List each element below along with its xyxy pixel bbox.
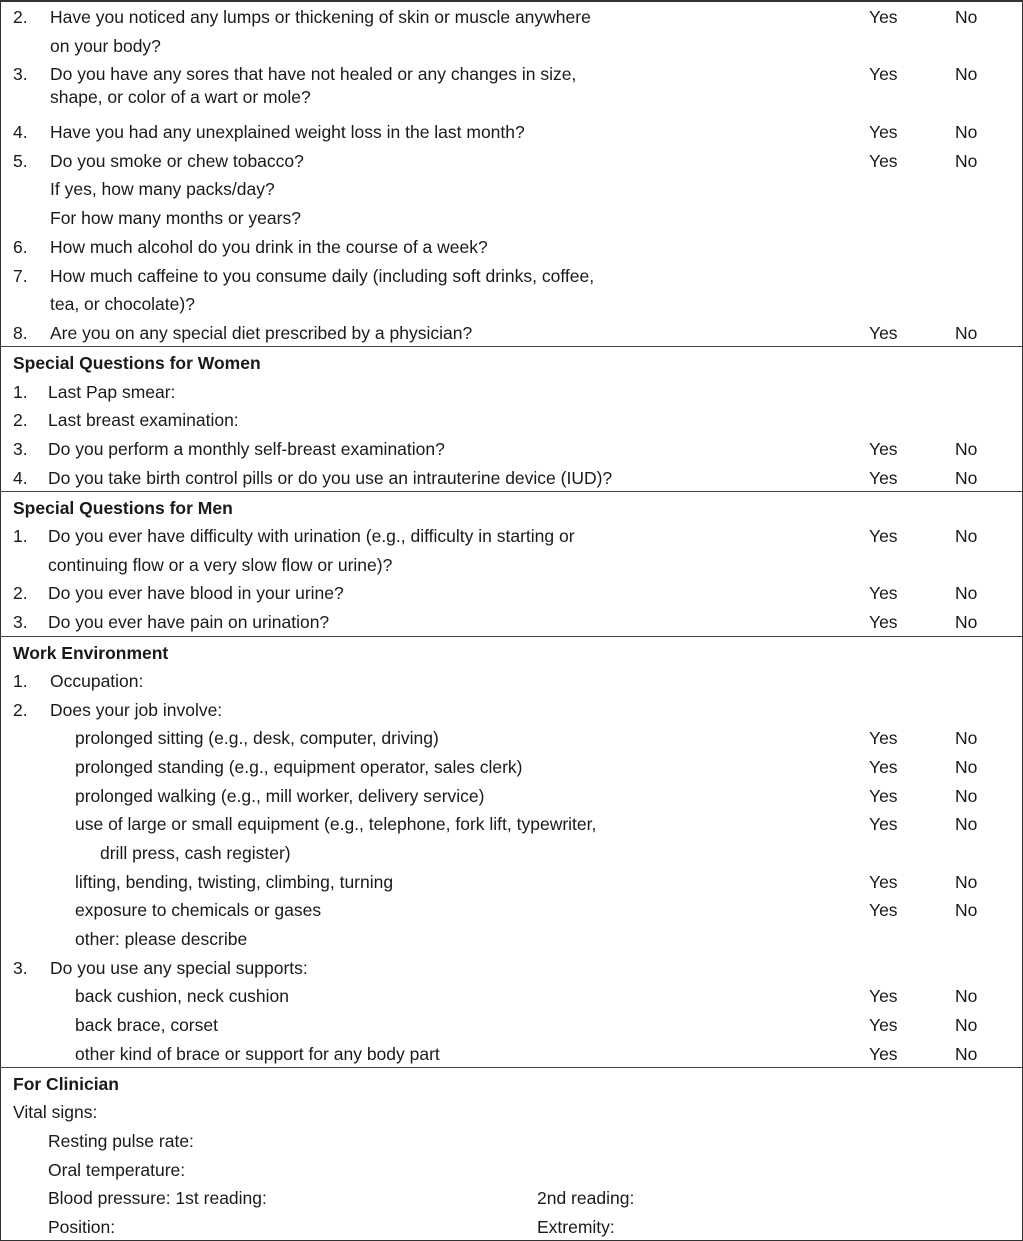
- job-item-text: prolonged walking (e.g., mill worker, delivery service): [75, 786, 485, 806]
- question-text: Do you have any sores that have not healed or any changes in size,: [50, 64, 577, 84]
- no-option[interactable]: No: [955, 900, 978, 920]
- job-item-text: use of large or small equipment (e.g., telephone, fork lift, typewriter,: [75, 814, 597, 834]
- men-question-1: [0, 525, 1023, 547]
- yes-option[interactable]: Yes: [869, 986, 898, 1006]
- question-number: 3.: [13, 64, 28, 84]
- question-text: How much caffeine to you consume daily (including soft drinks, coffee,: [50, 266, 595, 286]
- extremity-field[interactable]: Extremity:: [537, 1217, 615, 1237]
- no-option[interactable]: No: [955, 757, 978, 777]
- question-number: 2.: [13, 700, 28, 720]
- women-question-1: [0, 381, 1023, 403]
- yes-option[interactable]: Yes: [869, 151, 898, 171]
- question-number: 1.: [13, 526, 28, 546]
- yes-option[interactable]: Yes: [869, 122, 898, 142]
- question-text: Do you take birth control pills or do you use an intrauterine device (IUD)?: [48, 468, 613, 488]
- question-text: Last breast examination:: [48, 410, 239, 430]
- question-text: Do you perform a monthly self-breast examination?: [48, 439, 445, 459]
- job-item-text: prolonged standing (e.g., equipment operator, sales clerk): [75, 757, 523, 777]
- question-text-cont: tea, or chocolate)?: [50, 294, 195, 314]
- question-text: Are you on any special diet prescribed by a physician?: [50, 323, 473, 343]
- job-item-text: other: please describe: [75, 929, 248, 949]
- question-text: Does your job involve:: [50, 700, 223, 720]
- job-item: [0, 756, 1023, 778]
- question-5: [0, 150, 1023, 172]
- question-text: Have you noticed any lumps or thickening of skin or muscle anywhere: [50, 7, 591, 27]
- yes-option[interactable]: Yes: [869, 64, 898, 84]
- question-number: 2.: [13, 583, 28, 603]
- support-item: [0, 1043, 1023, 1065]
- no-option[interactable]: No: [955, 151, 978, 171]
- question-4: [0, 121, 1023, 143]
- job-item: [0, 813, 1023, 835]
- question-text: How much alcohol do you drink in the course of a week?: [50, 237, 488, 257]
- no-option[interactable]: No: [955, 728, 978, 748]
- no-option[interactable]: No: [955, 468, 978, 488]
- women-question-2: [0, 409, 1023, 431]
- yes-option[interactable]: Yes: [869, 439, 898, 459]
- yes-option[interactable]: Yes: [869, 583, 898, 603]
- job-item: [0, 785, 1023, 807]
- question-number: 1.: [13, 671, 28, 691]
- question-text: Do you ever have blood in your urine?: [48, 583, 344, 603]
- job-item-text: prolonged sitting (e.g., desk, computer, driving): [75, 728, 439, 748]
- women-question-3: [0, 438, 1023, 460]
- no-option[interactable]: No: [955, 64, 978, 84]
- no-option[interactable]: No: [955, 439, 978, 459]
- question-8: [0, 322, 1023, 344]
- support-item: [0, 1014, 1023, 1036]
- question-text: Occupation:: [50, 671, 144, 691]
- question-text: Do you ever have difficulty with urination (e.g., difficulty in starting or: [48, 526, 575, 546]
- question-number: 8.: [13, 323, 28, 343]
- question-subtext: If yes, how many packs/day?: [50, 179, 275, 199]
- no-option[interactable]: No: [955, 583, 978, 603]
- section-divider: [0, 491, 1023, 492]
- oral-temperature-field[interactable]: Oral temperature:: [48, 1160, 186, 1180]
- no-option[interactable]: No: [955, 872, 978, 892]
- no-option[interactable]: No: [955, 323, 978, 343]
- question-number: 2.: [13, 7, 28, 27]
- yes-option[interactable]: Yes: [869, 786, 898, 806]
- no-option[interactable]: No: [955, 786, 978, 806]
- yes-option[interactable]: Yes: [869, 7, 898, 27]
- resting-pulse-field[interactable]: Resting pulse rate:: [48, 1131, 194, 1151]
- work-question-1: [0, 670, 1023, 692]
- question-number: 1.: [13, 382, 28, 402]
- question-text-cont: on your body?: [50, 36, 161, 56]
- work-question-2: [0, 699, 1023, 721]
- question-number: 3.: [13, 958, 28, 978]
- job-item-text-cont: drill press, cash register): [100, 843, 291, 863]
- question-number: 4.: [13, 468, 28, 488]
- section-divider: [0, 636, 1023, 637]
- job-item-text: lifting, bending, twisting, climbing, turning: [75, 872, 394, 892]
- yes-option[interactable]: Yes: [869, 814, 898, 834]
- no-option[interactable]: No: [955, 986, 978, 1006]
- no-option[interactable]: No: [955, 526, 978, 546]
- job-item: [0, 727, 1023, 749]
- question-number: 5.: [13, 151, 28, 171]
- bp-first-reading-field[interactable]: Blood pressure: 1st reading:: [48, 1188, 267, 1208]
- question-2: [0, 6, 1023, 28]
- section-heading: Special Questions for Women: [13, 353, 261, 373]
- work-question-3: [0, 957, 1023, 979]
- job-item: [0, 899, 1023, 921]
- no-option[interactable]: No: [955, 1015, 978, 1035]
- support-item-text: other kind of brace or support for any body part: [75, 1044, 440, 1064]
- question-text: Do you ever have pain on urination?: [48, 612, 330, 632]
- no-option[interactable]: No: [955, 122, 978, 142]
- question-text: Do you use any special supports:: [50, 958, 308, 978]
- question-6: [0, 236, 1023, 258]
- question-text: Last Pap smear:: [48, 382, 176, 402]
- question-number: 7.: [13, 266, 28, 286]
- no-option[interactable]: No: [955, 7, 978, 27]
- support-item-text: back brace, corset: [75, 1015, 218, 1035]
- yes-option[interactable]: Yes: [869, 872, 898, 892]
- question-3: [0, 63, 1023, 85]
- men-question-2: [0, 582, 1023, 604]
- section-heading: Special Questions for Men: [13, 498, 233, 518]
- question-text: Do you smoke or chew tobacco?: [50, 151, 304, 171]
- question-number: 3.: [13, 612, 28, 632]
- no-option[interactable]: No: [955, 612, 978, 632]
- question-number: 6.: [13, 237, 28, 257]
- men-question-3: [0, 611, 1023, 633]
- yes-option[interactable]: Yes: [869, 900, 898, 920]
- section-heading: Work Environment: [13, 643, 169, 663]
- question-number: 2.: [13, 410, 28, 430]
- no-option[interactable]: No: [955, 814, 978, 834]
- question-number: 3.: [13, 439, 28, 459]
- vital-signs-label: Vital signs:: [13, 1102, 98, 1122]
- job-item-text: exposure to chemicals or gases: [75, 900, 322, 920]
- yes-option[interactable]: Yes: [869, 526, 898, 546]
- yes-option[interactable]: Yes: [869, 468, 898, 488]
- yes-option[interactable]: Yes: [869, 757, 898, 777]
- question-text: Have you had any unexplained weight loss in the last month?: [50, 122, 525, 142]
- section-divider: [0, 346, 1023, 347]
- question-number: 4.: [13, 122, 28, 142]
- women-question-4: [0, 467, 1023, 489]
- section-heading: For Clinician: [13, 1074, 119, 1094]
- yes-option[interactable]: Yes: [869, 1015, 898, 1035]
- question-7: [0, 265, 1023, 287]
- position-field[interactable]: Position:: [48, 1217, 116, 1237]
- support-item-text: back cushion, neck cushion: [75, 986, 290, 1006]
- question-text-cont: shape, or color of a wart or mole?: [50, 87, 311, 107]
- support-item: [0, 985, 1023, 1007]
- section-divider: [0, 1067, 1023, 1068]
- yes-option[interactable]: Yes: [869, 1044, 898, 1064]
- bp-second-reading-field[interactable]: 2nd reading:: [537, 1188, 635, 1208]
- job-item: [0, 871, 1023, 893]
- question-text-cont: continuing flow or a very slow flow or urine)?: [48, 555, 393, 575]
- yes-option[interactable]: Yes: [869, 728, 898, 748]
- yes-option[interactable]: Yes: [869, 323, 898, 343]
- question-subtext: For how many months or years?: [50, 208, 301, 228]
- no-option[interactable]: No: [955, 1044, 978, 1064]
- yes-option[interactable]: Yes: [869, 612, 898, 632]
